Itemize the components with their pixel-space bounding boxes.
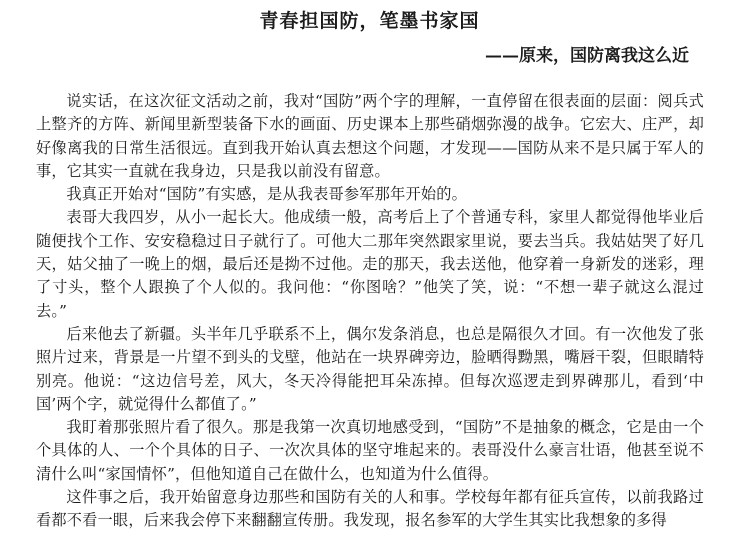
paragraph: 我真正开始对“国防”有实感，是从我表哥参军那年开始的。 xyxy=(66,185,468,204)
document-subtitle: ——原来，国防离我这么近 xyxy=(485,46,689,66)
paragraph: 表哥大我四岁，从小一起长大。他成绩一般，高考后上了个普通专科，家里人都觉得他毕业后随便找个工作、安安稳稳过日子就行了。可他大二那年突然跟家里说，要去当兵。我姑姑哭了好几天，姑父抽了一晚上的烟，最后还是拗不过他。走的那天，我去送他，他穿着一身新发的迷彩，理了寸头，整个人跟换了个人似的。我问他：“你图啥？”他笑了笑，说：“不想一辈子就这么混过去。” xyxy=(36,208,704,320)
paragraph: 说实话，在这次征文活动之前，我对“国防”两个字的理解，一直停留在很表面的层面：阅兵式上整齐的方阵、新闻里新型装备下水的画面、历史课本上那些硝烟弥漫的战争。它宏大、庄严，却好像离我的日常生活很远。直到我开始认真去想这个问题，才发现——国防从来不是只属于军人的事，它其实一直就在我身边，只是我以前没有留意。 xyxy=(36,92,704,180)
document-body xyxy=(36,90,704,533)
paragraph: 我盯着那张照片看了很久。那是我第一次真切地感受到，“国防”不是抽象的概念，它是由一个个具体的人、一个个具体的日子、一次次具体的坚守堆起来的。表哥没什么豪言壮语，他甚至说不清什么叫“家国情怀”，但他知道自己在做什么，也知道为什么值得。 xyxy=(36,418,704,483)
paragraph: 后来他去了新疆。头半年几乎联系不上，偶尔发条消息，也总是隔很久才回。有一次他发了张照片过来，背景是一片望不到头的戈壁，他站在一块界碑旁边，脸晒得黝黑，嘴唇干裂，但眼睛特别亮。他说：“这边信号差，风大，冬天冷得能把耳朵冻掉。但每次巡逻走到界碑那儿，看到‘中国’两个字，就觉得什么都值了。” xyxy=(36,324,704,413)
document-title: 青春担国防，笔墨书家国 xyxy=(259,10,480,32)
paragraph: 这件事之后，我开始留意身边那些和国防有关的人和事。学校每年都有征兵宣传，以前我路过看都不看一眼，后来我会停下来翻翻宣传册。我发现，报名参军的大学生其实比我想象的多得 xyxy=(36,488,704,530)
